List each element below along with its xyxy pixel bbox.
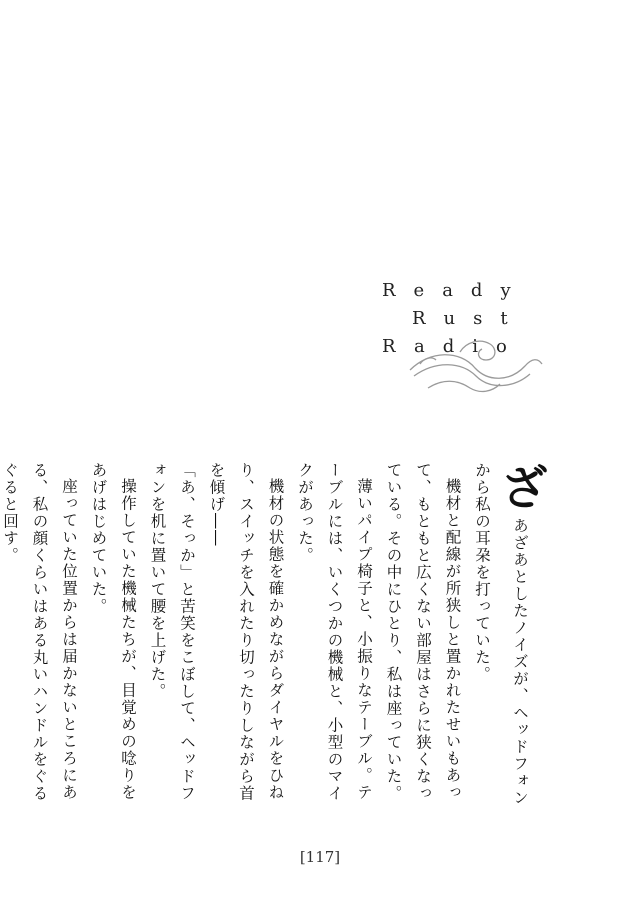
paragraph-4: 機材の状態を確かめながらダイヤルをひねり、スイッチを入れたり切ったりしながら首を傾げ―― bbox=[207, 462, 285, 802]
paragraph-1 bbox=[467, 462, 548, 814]
paragraph-1-text: あざあとしたノイズが、ヘッドフォンから私の耳朶を打っていた。 bbox=[473, 462, 529, 807]
paragraph-5: 「あ、そっか」と苦笑をこぼして、ヘッドフォンを机に置いて腰を上げた。 bbox=[148, 462, 196, 802]
title-line-radio: Radio bbox=[382, 336, 525, 357]
paragraph-3: 薄いパイプ椅子と、小振りなテーブル。テーブルには、いくつかの機械と、小型のマイクがあった。 bbox=[296, 462, 373, 802]
paragraph-7: 座っていた位置からは届かないところにある、私の顔くらいはある丸いハンドルをぐるぐると回す。 bbox=[1, 462, 78, 802]
paragraph-2: 機材と配線が所狭しと置かれたせいもあって、もともと広くない部屋はさらに狭くなっている。その中にひとり、私は座っていた。 bbox=[384, 462, 462, 802]
decorative-flourish bbox=[400, 330, 550, 400]
page-number: [117] bbox=[299, 848, 341, 866]
title-line-ready: Ready bbox=[382, 280, 529, 301]
title-line-rust: Rust bbox=[412, 308, 526, 329]
dropcap-glyph: ざ bbox=[492, 462, 548, 512]
paragraph-6: 操作していた機械たちが、目覚めの唸りをあげはじめていた。 bbox=[89, 462, 137, 801]
main-body-text bbox=[0, 462, 548, 814]
